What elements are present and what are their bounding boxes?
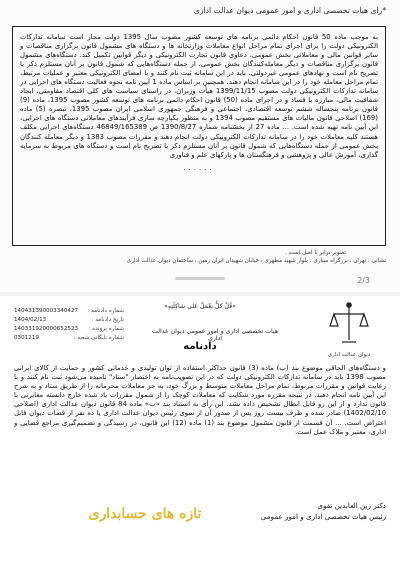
meta-value: 140331920000652523 — [14, 326, 79, 332]
quran-verse: «قُلْ کلٌّ یعْمَلُ عَلی شاکِلَتِهِ» — [164, 303, 236, 310]
address-line: نشانی : تهران ، بزرگراه ستاری ، بلوار شهید مطهری ، خیابان شهیدان ایران زمین ، ساختمان دیوان عدالت اداری — [126, 258, 386, 264]
meta-value: 0301219 — [14, 335, 39, 341]
scroll-indicator — [175, 277, 225, 280]
meta-row-archive-number — [14, 334, 124, 343]
ellipsis-dots: ...... — [183, 163, 215, 172]
meta-label: شماره دادنامه : — [87, 308, 124, 314]
signer-title: رئیس هیات تخصصی اداری و امور عمومی — [260, 512, 386, 521]
signer-name: دکتر زین العابدین تقوی — [317, 501, 386, 510]
meta-label: شماره بایگانی شعبه : — [73, 335, 124, 341]
ruling-body-text: و دستگاه‌های الحاقی موضوع بند (ب) ماده (3) قانون حداکثر استفاده از توان تولیدی و خدماتی کشور و حمایت از کالای ایرانی مصوب 1398 باید در سامانه تدارکات الکترونیکی دولت که در این تصویب‌نامه به اختصار "ستاد" نامیده می‌شود ثبت نام کنند و با رعایت قوانین و مقررات مربوط، تمام مراحل معاملات متوسط و بزرگ خود، به جز معاملات محرمانه را از طریق ستاد و به شرح این آیین نامه انجام دهند. در نتیجه مقرره مورد شکایت که معاملات کوچک را از شمول مقررات یاد شده خارج دانسته مغایرتی با قانون ندارد و از این رو قابل ابطال تشخیص داده نشد. این رأی به استناد بند «ب» ماده 84 قانون دیوان عدالت اداری (اصلاحی 1402/02/10) صادر شده و ظرف بیست روز پس از صدور آن از سوی رئیس دیوان عدالت اداری یا ده نفر از قضات دیوان قابل اعتراض است. ... آن قسمت از قانون مشمول موضوع بند (1) ماده (12) این قانون، در رسیدگی و تصمیم‌گیری مراجع قضایی و اداری، معتبر و ملاک عمل است. — [14, 364, 386, 436]
ruling-body — [14, 364, 386, 454]
organization-name: هیات تخصصی اداری و امور عمومی دیوان عدالت اداری — [152, 328, 278, 342]
meta-row-ruling-number — [14, 307, 124, 316]
emblem-caption: دیوان عدالت اداری — [327, 352, 371, 358]
watermark-text: تازه های حسابداری — [88, 506, 202, 522]
ruling-title: دادنامه — [183, 341, 217, 352]
case-metadata — [14, 307, 124, 343]
certified-copy-note: تصویر برابر با اصل است . — [285, 250, 346, 256]
meta-label: تاریخ دادنامه : — [91, 317, 124, 323]
meta-row-case-number — [14, 325, 124, 334]
meta-label: شماره پرونده : — [88, 326, 124, 332]
court-emblem-icon — [328, 300, 370, 348]
meta-row-ruling-date — [14, 316, 124, 325]
meta-value: 1404/02/13 — [14, 317, 47, 323]
meta-value: 140431390003340427 — [14, 308, 79, 314]
ruling-body-text: به موجب ماده 50 قانون احکام دائمی برنامه های توسعه کشور مصوب سال 1395 دولت مجاز است سامانه تدارکات الکترونیکی دولت را برای اجرای تمام مراحل انواع معاملات وزارتخانه ها و دستگاه های مشمول قانون برگزاری مناقصات و سایر قوانین مالی و معاملاتی بخش عمومی، دعاوی قانون تجارت الکترونیکی و دیگر قوانین تکمیل کند. دستگاه‌های مشمول قانون برگزاری مناقصات و دیگر معامله‌کنندگان بخش عمومی، از جمله دستگاه‌هایی که شمول قانون بر آنان مستلزم ذکر یا تصریح نام است و نهادهای عمومی غیردولتی، باید در این سامانه ثبت نام کنند و با امضای الکترونیکی معتبر و عملیات مرتبط، تمام مراحل معامله خود را در این سامانه انجام دهند. همچنین بر اساس ماده 1 آیین نامه نحوه فعالیت دستگاه های اجرایی در سامانه تدارکات الکترونیکی دولت مصوب 1399/11/15 هیأت وزیران، در راستای سیاست های کلی اقتصاد مقاومتی، ایجاد شفافیت مالی، مبارزه با فساد و در اجرای ماده (50) قانون احکام دائمی برنامه های توسعه کشور مصوب 1395، ماده (9) قانون برنامه پنجساله ششم توسعه اقتصادی، اجتماعی و فرهنگی جمهوری اسلامی ایران مصوب 1395، تبصره (5) ماده (169) اصلاحی قانون مالیات های مستقیم مصوب 1394 و به منظور یکپارچه سازی فرآیندهای معاملاتی دستگاه های اجرایی، این آیین نامه تهیه شده است. ... ماده 27 از بخشنامه شماره 1390/8/27 ص 46849/165389 دستگاه‌های اجرایی مکلف هستند کلیه معاملات خود را در سامانه تدارکات الکترونیکی دولت انجام دهند و مقررات مصوب 1383 و دیگر معامله کنندگان بخش عمومی از جمله دستگاه‌هایی که شمول قانون بر آنان مستلزم ذکر یا تصریح نام است و دستگاه های مربوط به سرمایه گذاری، آموزش عالی و پژوهشی و فرهنگستان ها و پارکهای علم و فناوری — [20, 33, 379, 159]
page-indicator: 2/3 — [357, 276, 370, 285]
page-header: *رای هیات تخصصی اداری و امور عمومی دیوان عدالت اداری — [193, 6, 386, 15]
ruling-text-box — [12, 26, 386, 246]
page-footer — [12, 249, 386, 273]
